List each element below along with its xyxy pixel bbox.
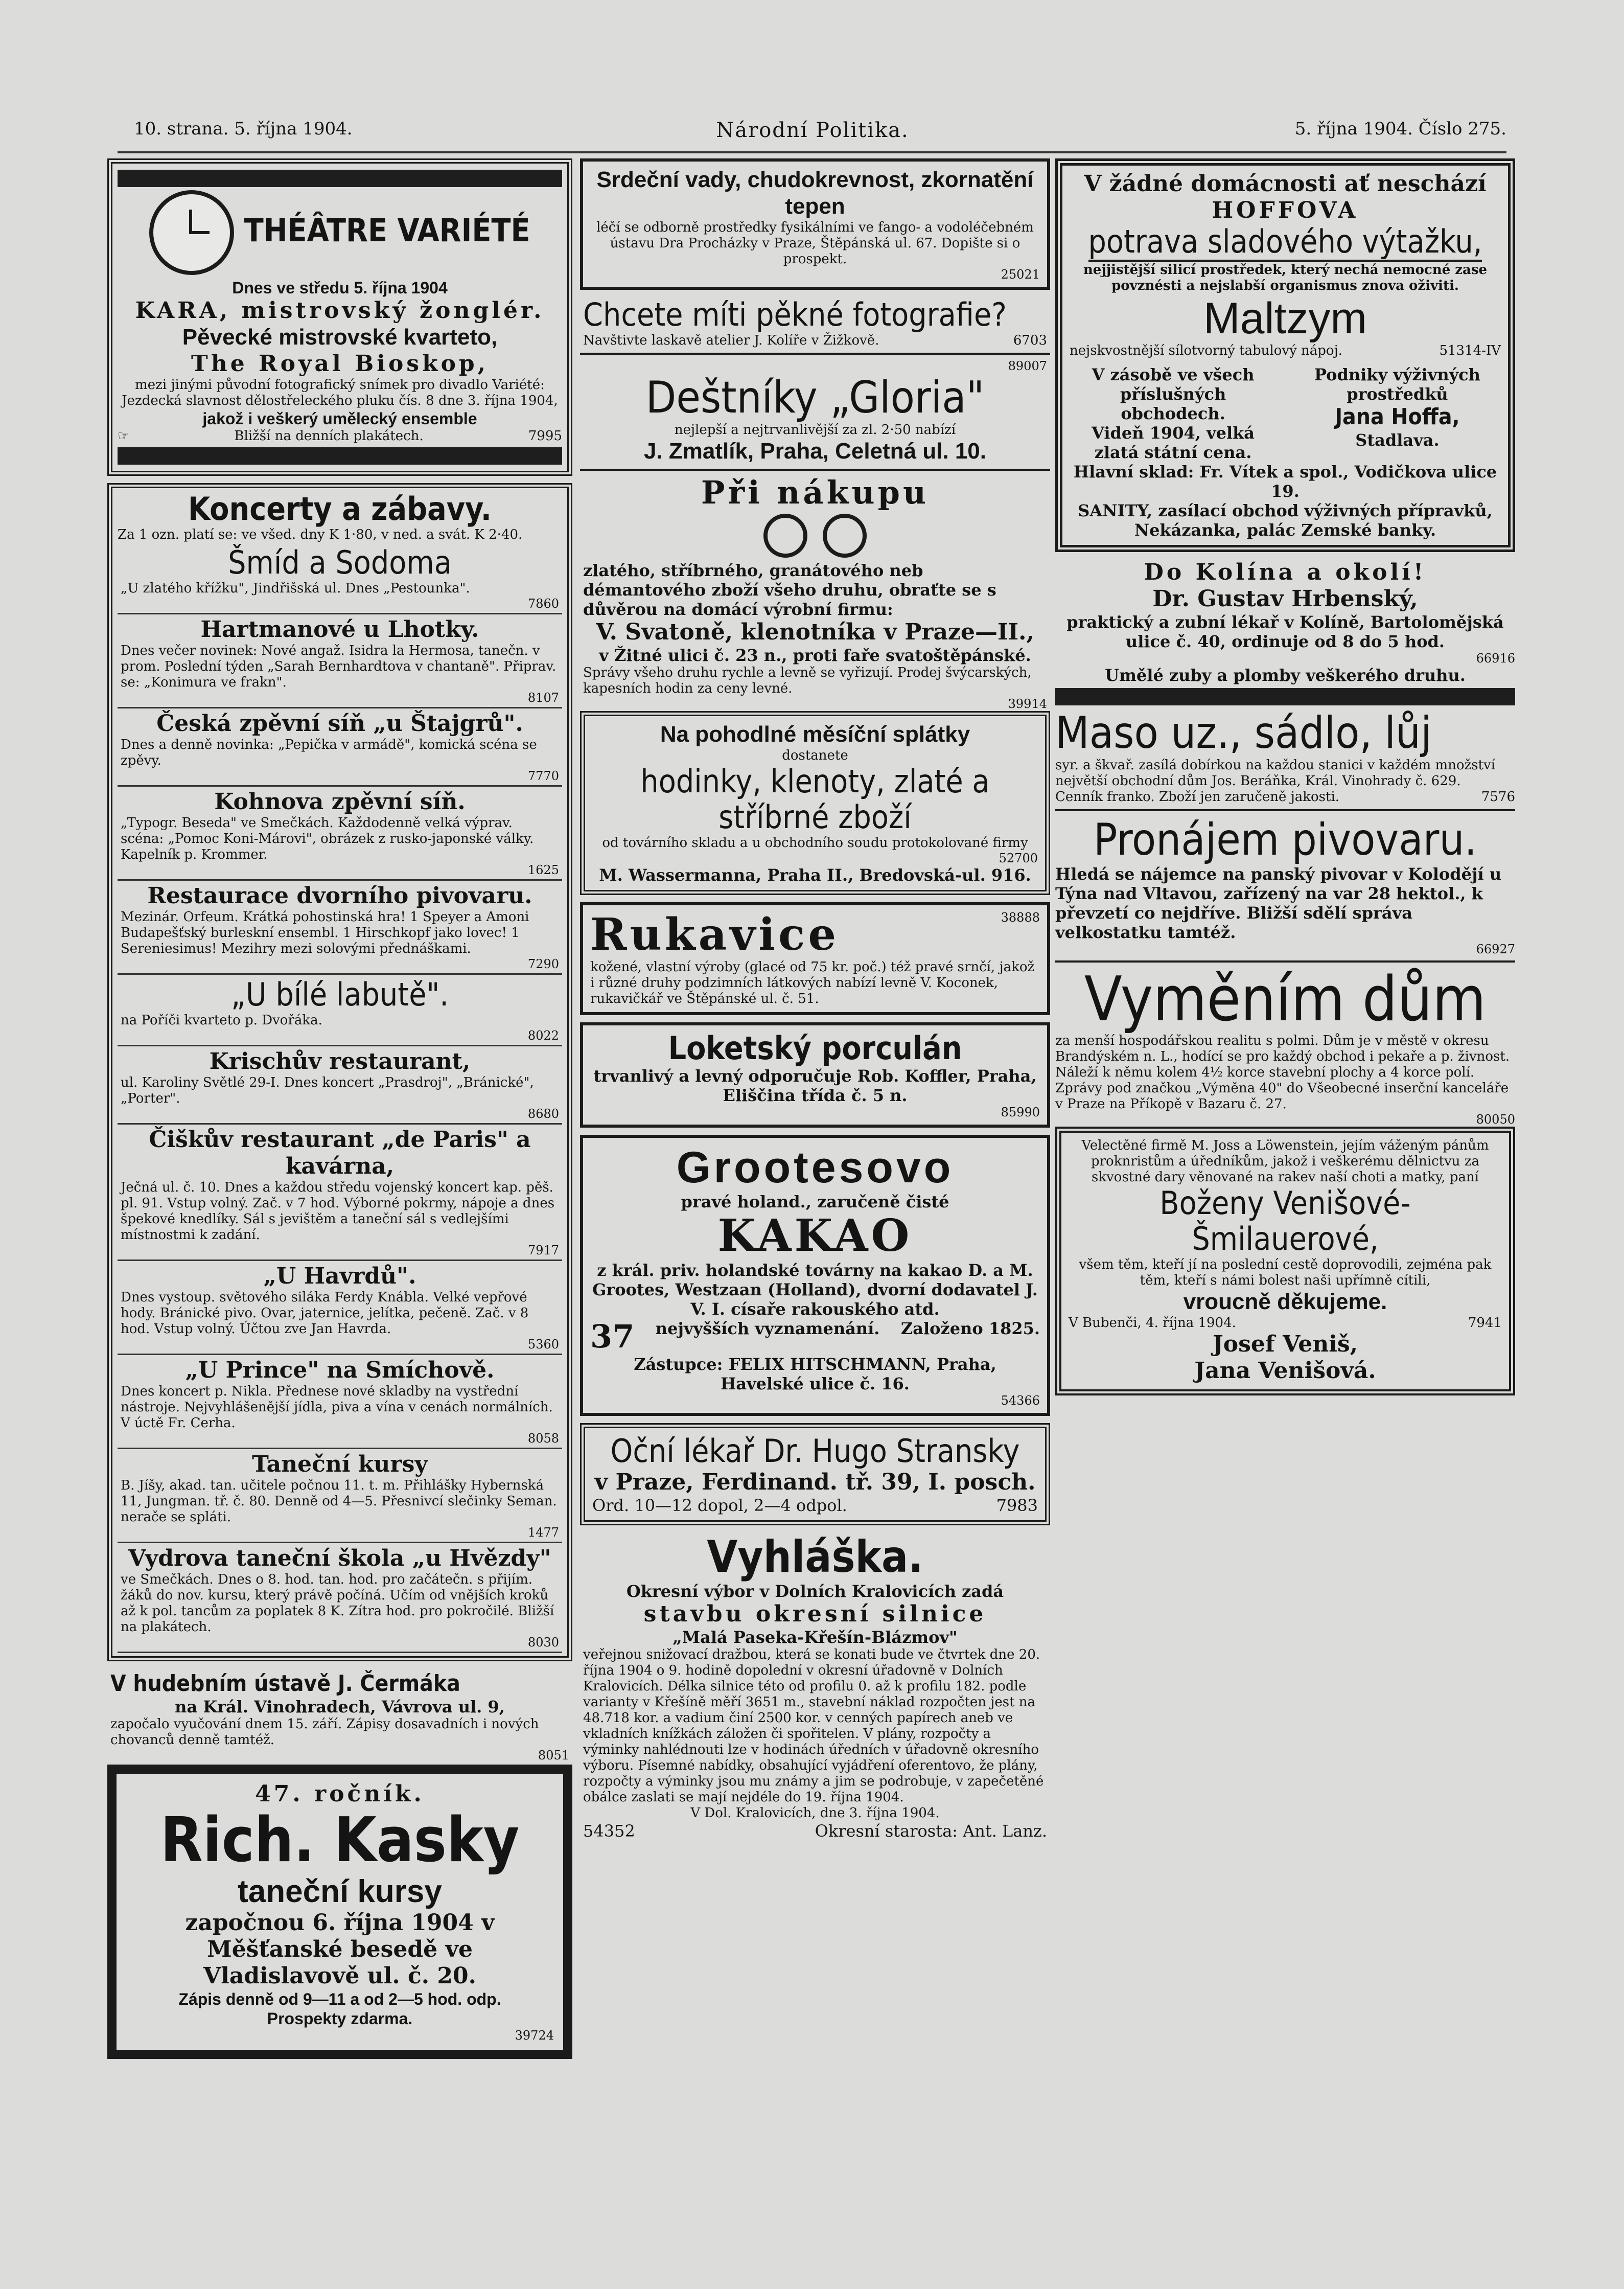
foto-text: Navštivte laskavě atelier J. Kolíře v Žižkově. [583,333,879,348]
concert-item-text: „U zlatého křížku", Jindřišská ul. Dnes „Pestounka". [121,581,470,596]
kasky-prospekty: Prospekty zdarma. [267,2009,413,2028]
ad-number: 7995 [528,428,562,444]
ad-number: 5360 [527,1337,559,1352]
ad-number: 51314-IV [1439,343,1501,358]
kasky-year: 47. ročník. [255,1781,425,1807]
ad-number: 8051 [538,1748,569,1762]
splatky-text: od továrního skladu a u obchodního soudu protokolované firmy [602,835,1028,851]
ad-number: 7983 [996,1496,1038,1515]
vyhlaska-lead: Okresní výbor v Dolních Kralovicích zadá [626,1582,1004,1601]
kasky-ad [107,1765,572,2059]
dik-name: Boženy Venišové-Šmilauerové, [1159,1184,1411,1257]
ad-number: 39724 [515,2028,554,2043]
concert-item [118,1355,562,1449]
maso-ad [1055,708,1515,805]
concert-item-title: Kohnova zpěvní síň. [214,789,466,815]
page-header-date: 10. strana. 5. října 1904. [134,119,353,139]
column-left [107,158,572,2066]
concert-item [118,975,562,1046]
ad-number: 54366 [1001,1393,1040,1408]
concert-item [118,1261,562,1355]
dik-thanks: vroucně děkujeme. [1183,1289,1387,1314]
rukavice-ad [580,902,1050,1015]
nakupu-addr: v Žitné ulici č. 23 n., proti faře svatoštěpánské. [599,646,1031,665]
kolin-text: praktický a zubní lékař v Kolíně, Bartolomějská ulice č. 40, ordinuje od 8 do 5 hod. [1066,612,1504,651]
theatre-quartet: Pěvecké mistrovské kvarteto, [182,325,498,350]
splatky-ad [580,711,1050,895]
decor-bar [118,170,562,187]
kasky-name: Rich. Kasky [160,1805,520,1876]
ad-number: 39914 [1008,697,1047,711]
concert-item-title: Krischův restaurant, [209,1048,471,1074]
dum-ad [1055,964,1515,1127]
kakao-title: Grootesovo [676,1143,954,1192]
dum-text: za menší hospodářskou realitu s polmi. Dům je v městě v okresu Brandýském n. L., hodící se pro každý obchod i pekaře a p. živnost. Náleží k němu kolem 4½ korce stavební plochy a 4 korce polí. Zprávy pod značkou „Výměna 40" do Všeobecné inserční kanceláře v Praze na Příkopě v Bazaru č. 27. [1055,1033,1510,1112]
ad-number: 25021 [1001,267,1040,282]
concert-item [118,543,562,614]
kolin-ad [1055,559,1515,685]
dik-text: Velectěné firmě M. Joss a Löwenstein, jejím váženým pánům proknristům a úředníkům, jakož i veškerému dělnictvu za skvostné dary věnované na rakev naší choti a matky, paní [1081,1138,1489,1185]
lekar-addr: v Praze, Ferdinand. tř. 39, I. posch. [594,1469,1036,1495]
ad-number: 7917 [527,1243,559,1257]
maso-extra: Cenník franko. Zboží jen zaručeně jakosti. [1055,789,1340,805]
kolin-umele: Umělé zuby a plomby veškerého druhu. [1105,666,1466,685]
ad-number: 1477 [527,1525,559,1540]
lekar-title: Oční lékař Dr. Hugo Stransky [610,1432,1020,1470]
clock-icon [149,190,234,275]
concerts-note: Za 1 ozn. platí se: ve všed. dny K 1·80, v ned. a svát. K 2·40. [118,527,523,542]
concert-item [118,787,562,881]
destniky-title: Deštníky „Gloria" [645,372,985,423]
concert-item-text: „Typogr. Beseda" ve Smečkách. Každodenně velká výprav. scéna: „Pomoc Koni-Márovi", obrázek z rusko-japonské války. Kapelník p. Krommer. [121,815,534,862]
hoff-text: nejjistější silicí prostředek, který nechá nemocné zase povznésti a nejslabší organismus znova oživiti. [1083,262,1488,293]
cermak-ad [107,1668,572,1765]
hoff-top: V žádné domácnosti ať neschází [1084,171,1487,197]
ad-number: 66927 [1476,942,1515,956]
dik-ad [1055,1127,1515,1395]
srdecni-title: Srdeční vady, chudokrevnost, zkornatění tepen [596,167,1034,219]
concert-item-title: Taneční kursy [252,1451,428,1477]
ad-number: 7290 [527,957,559,971]
dik-sign1: Josef Veniš, [1212,1331,1358,1357]
nakupu-title: Při nákupu [701,474,930,511]
kakao-text: z král. priv. holandské továrny na kakao D. a M. Grootes, Westzaan (Holland), dvorní dodavatel J. V. I. císaře rakouského atd. [592,1261,1038,1319]
vyhlaska-sign: Okresní starosta: Ant. Lanz. [815,1821,1047,1841]
concert-item-text: Ječná ul. č. 10. Dnes a každou středu vojenský koncert kap. pěš. pl. 91. Vstup volný. Zač. v 7 hod. Výborné pokrmy, nápoje a dnes špekové knedlíky. Sál s jevištěm a taneční sál s vedlejšími místnostmi k zadání. [121,1180,555,1243]
ad-number: 8030 [527,1635,559,1650]
hoff-vid: Videň 1904, velká zlatá státní cena. [1092,423,1255,462]
theatre-bioskop: The Royal Bioskop, [191,351,489,377]
concert-item-text: Dnes koncert p. Nikla. Přednese nové skladby na vystřední nástroje. Nejvyhlášenější jídla, piva a vína v cenách normálních. V úctě Fr. Cerha. [121,1384,553,1431]
hoff-sanity: SANITY, zasílací obchod výživných přípravků, Nekázanka, palác Zemské banky. [1078,501,1493,540]
vyhlaska-text: veřejnou snižovací dražbou, která se konati bude ve čtvrtek dne 20. října 1904 o 9. hodině dopolední v okresní úřadovně v Dolních Kralovicích. Délka silnice této od profilu 0. až k profilu 182. podle varianty v Křešíně měří 3651 m., stavební náklad rozpočten jest na 48.718 kor. a vadium činí 2500 kor. v cenných papírech aneb ve vkladních knížkách záložen či spořitelen. V plány, rozpočty a výminky nahlédnouti lze v hodinách úředních v úřadovně okresního výboru. Písemné nabídky, obsahující vyjádření oferentovo, že plány, rozpočty a výminky jsou mu známy a jim se podrobuje, v zapečetěné obálce zaslati se mají nejdéle do 19. října 1904. [583,1647,1044,1805]
vyhlaska-ad [580,1532,1050,1841]
splatky-firm: M. Wassermanna, Praha II., Bredovská-ul. 916. [599,865,1031,885]
nakupu-extra: Správy všeho druhu rychle a levně se vyřizují. Prodej švýcarských, kapesních hodin za ceny levné. [583,665,1032,696]
column-right [1055,158,1515,1403]
maso-text: syr. a škvař. zasílá dobírkou na každou stanici v každém množství největší obchodní dům Jos. Beráňka, Král. Vinohrady č. 629. [1055,758,1495,789]
concert-item-text: Mezinár. Orfeum. Krátká pohostinská hra! 1 Speyer a Amoni Budapešťský burleskní ensembl. 1 Hirschkopf jako lovec! 1 Sereniesimus! Mezihry mezi solovými přednáškami. [121,909,529,956]
concerts-section [107,483,572,1661]
ad-number: 38888 [1001,910,1040,925]
concert-item [118,614,562,708]
ad-number: 8022 [527,1028,559,1043]
theatre-date: Dnes ve středu 5. října 1904 [232,279,448,297]
dik-text2: všem těm, kteří jí na poslední cestě doprovodili, zejména pak těm, kteří s námi bolest naši upřímně cítili, [1079,1257,1492,1288]
concert-item-text: ul. Karoliny Světlé 29-I. Dnes koncert „Prasdroj", „Bránické", „Porter". [121,1075,534,1106]
theatre-text: mezi jinými původní fotografický snímek pro divadlo Variété: Jezdecká slavnost dělostřeleckého pluku čís. 8 dne 3. října 1904, [122,377,558,408]
nakupu-firm: V. Svatoně, klenotníka v Praze—II., [596,619,1034,645]
concert-item-text: na Poříči kvarteto p. Dvořáka. [121,1013,322,1028]
foto-ad [580,297,1050,349]
kakao-sub: pravé holand., zaručeně čisté [681,1192,949,1211]
concert-item [118,881,562,975]
concert-item-text: Dnes vystoup. světového siláka Ferdy Knábla. Velké vepřové hody. Bránické pivo. Ovar, jaternice, jelítka, pečeně. Zač. v 8 hod. Vstup volný. Účtou zve Jan Havrda. [121,1290,529,1337]
theatre-ad [107,158,572,476]
splatky-title: Na pohodlné měsíční splátky [660,722,970,747]
concert-item-title: Šmíd a Sodoma [228,544,452,581]
kakao-medals: nejvyšších vyznamenání. [655,1319,880,1338]
kakao-ad [580,1135,1050,1416]
concert-list [118,543,562,1653]
masthead: Národní Politika. [716,119,909,142]
hoff-mtext: nejskvostnější sílotvorný tabulový nápoj. [1070,343,1342,358]
dik-sign2: Jana Venišová. [1194,1358,1376,1384]
hoff-stadl: Stadlava. [1355,430,1440,450]
vyhlaska-road: „Malá Paseka-Křešín-Blázmov" [672,1628,958,1647]
ad-number: 54352 [583,1821,635,1841]
srdecni-text: léčí se odborně prostředky fysikálními ve fango- a vodoléčebném ústavu Dra Procházky v Praze, Štěpánská ul. 67. Dopište si o prospekt. [596,220,1034,267]
lekar-hours: Ord. 10—12 dopol, 2—4 odpol. [592,1496,847,1515]
vyhlaska-big: stavbu okresní silnice [643,1601,987,1627]
nakupu-ad [580,475,1050,711]
ad-number: 66916 [1476,651,1515,666]
kakao-rep: Zástupce: FELIX HITSCHMANN, Praha, Havelské ulice č. 16. [634,1355,996,1393]
decor-bar [118,447,562,465]
column-middle [580,158,1050,1841]
kasky-kursy: taneční kursy [238,1874,442,1909]
issue-number: 5. října 1904. Číslo 275. [1294,119,1506,139]
concert-item-title: Česká zpěvní síň „u Štajgrů". [156,711,523,737]
jewelry-icon [583,514,1047,558]
concert-item [118,1449,562,1543]
theatre-more: Bližší na denních plakátech. [234,428,424,444]
ad-number: 89007 [1008,359,1047,373]
rukavice-title: Rukavice [590,909,840,960]
ad-number: 7770 [527,769,559,783]
concert-item [118,1125,562,1261]
ad-number: 1625 [527,863,559,877]
ad-number: 7941 [1468,1315,1502,1331]
destniky-ad [580,359,1050,465]
ad-number: 7576 [1481,789,1515,805]
ad-number: 8107 [527,691,559,705]
concert-item-text: B. Jíšy, akad. tan. učitele počnou 11. t. m. Přihlášky Hybernská 11, Jungman. tř. č. 80. Denně od 4—5. Přesnivcí slečinky Seman. nerače se spláti. [121,1478,557,1525]
ad-number: 52700 [999,851,1038,865]
hoff-ad [1055,158,1515,552]
loket-text: trvanlivý a levný odporučuje Rob. Koffler, Praha, Eliščina třída č. 5 n. [593,1066,1037,1105]
concert-item-text: ve Smečkách. Dnes o 8. hod. tan. hod. pro začátečn. s přijím. žáků do nov. kursu, který právě počíná. Učím od vnějších kroků až k pol. tancům za poplatek 8 K. Zítra hod. pro pokročilé. Bližší na plakátech. [121,1572,554,1635]
kolin-title: Do Kolína a okolí! [1144,559,1427,585]
ad-number: 6703 [1013,333,1047,348]
ad-number: 85990 [1001,1105,1040,1119]
concert-item-title: „U Havrdů". [263,1263,416,1289]
concerts-title: Koncerty a zábavy. [188,490,492,528]
concert-item-text: Dnes večer novinek: Nové angaž. Isidra la Hermosa, tanečn. v prom. Poslední týden „Sarah Bernhardtova v chantaně". Připrav. se: „Konimura ve frakn". [121,643,556,690]
cermak-text: započalo vyučování dnem 15. září. Zápisy dosavadních i nových chovanců denně tamtéž. [110,1716,539,1748]
kakao-37: 37 [590,1318,635,1355]
rukavice-text: kožené, vlastní výroby (glacé od 75 kr. poč.) též pravé srnčí, jakož i různé druhy podzimních látkových nabízí levně V. Koconek, rukavičkář ve Štěpánské ul. č. 51. [590,959,1035,1006]
concert-item-title: Restaurace dvorního pivovaru. [147,883,532,909]
hoff-maltzym: Maltzym [1203,294,1367,343]
srdecni-ad [580,158,1050,290]
concert-item-title: „U Prince" na Smíchově. [185,1357,495,1383]
destniky-text: nejlepší a nejtrvanlivější za zl. 2·50 nabízí [674,422,956,438]
concert-item-title: Čiškův restaurant „de Paris" a kavárna, [149,1127,531,1179]
splatky-sub: dostanete [782,748,848,763]
cermak-title: V hudebním ústavě J. Čermáka [110,1670,460,1697]
ad-number: 8680 [527,1107,559,1121]
concert-item-title: Hartmanové u Lhotky. [200,616,479,643]
concert-item [118,1543,562,1653]
maso-title: Maso uz., sádlo, lůj [1055,707,1432,759]
pivovar-title: Pronájem pivovaru. [1093,814,1477,865]
kakao-name: KAKAO [717,1210,913,1262]
concert-item-text: Dnes a denně novinka: „Pepička v armádě", komická scéna se zpěvy. [121,737,537,768]
concert-item [118,1046,562,1125]
cermak-addr: na Král. Vinohradech, Vávrova ul. 9, [175,1697,505,1716]
kakao-founded: Založeno 1825. [900,1319,1040,1338]
pivovar-ad [1055,815,1515,956]
theatre-title: THÉÂTRE VARIÉTÉ [118,190,562,275]
ad-number: 8058 [527,1431,559,1446]
destniky-firm: J. Zmatlík, Praha, Celetná ul. 10. [643,439,987,464]
lekar-ad [580,1423,1050,1525]
loket-ad [580,1022,1050,1128]
theatre-ensemble: jakož i veškerý umělecký ensemble [202,409,477,428]
hand-icon: ☞ [118,428,130,444]
hoff-product: potrava sladového výtažku, [1088,224,1482,262]
foto-title: Chcete míti pěkné fotografie? [583,296,1007,333]
ad-number: 80050 [1476,1112,1515,1127]
vyhlaska-place: V Dol. Kralovicích, dne 3. října 1904. [690,1805,940,1821]
header-rule [118,151,1506,153]
ad-number: 7860 [527,597,559,611]
dum-title: Vyměním dům [1084,964,1487,1035]
hoff-jana: Jana Hoffa, [1335,404,1460,430]
concert-item-title: Vydrova taneční škola „u Hvězdy" [128,1545,551,1571]
nakupu-text: zlatého, stříbrného, granátového neb démantového zboží všeho druhu, obraťte se s důvěrou na domácí výrobní firmu: [583,561,996,619]
hoff-name: HOFFOVA [1212,197,1359,223]
pivovar-text: Hledá se nájemce na panský pivovar v Kolodějí u Týna nad Vltavou, zařízený na var 28 hektol., k převzetí co nejdříve. Bližší sdělí správa velkostatku tamtéž. [1055,864,1502,942]
concert-item [118,708,562,787]
concert-item-title: „U bílé labutě". [231,976,449,1013]
theatre-kara: KARA, mistrovský žonglér. [135,297,545,324]
hoff-sklad: Hlavní sklad: Fr. Vítek a spol., Vodičkova ulice 19. [1073,462,1497,501]
dik-place: V Bubenči, 4. října 1904. [1069,1315,1236,1331]
hoff-right: Podniky výživných prostředků [1314,365,1480,404]
loket-title: Loketský porculán [668,1029,962,1067]
splatky-goods: hodinky, klenoty, zlaté a stříbrné zboží [640,763,990,836]
vyhlaska-title: Vyhláška. [707,1531,923,1583]
kasky-zapis: Zápis denně od 9—11 a od 2—5 hod. odp. [178,1990,501,2008]
hoff-left: V zásobě ve všech příslušných obchodech. [1092,365,1255,423]
kolin-dr: Dr. Gustav Hrbenský, [1152,586,1418,612]
kasky-text: započnou 6. října 1904 v Měšťanské besedě ve Vladislavově ul. č. 20. [185,1910,495,1989]
